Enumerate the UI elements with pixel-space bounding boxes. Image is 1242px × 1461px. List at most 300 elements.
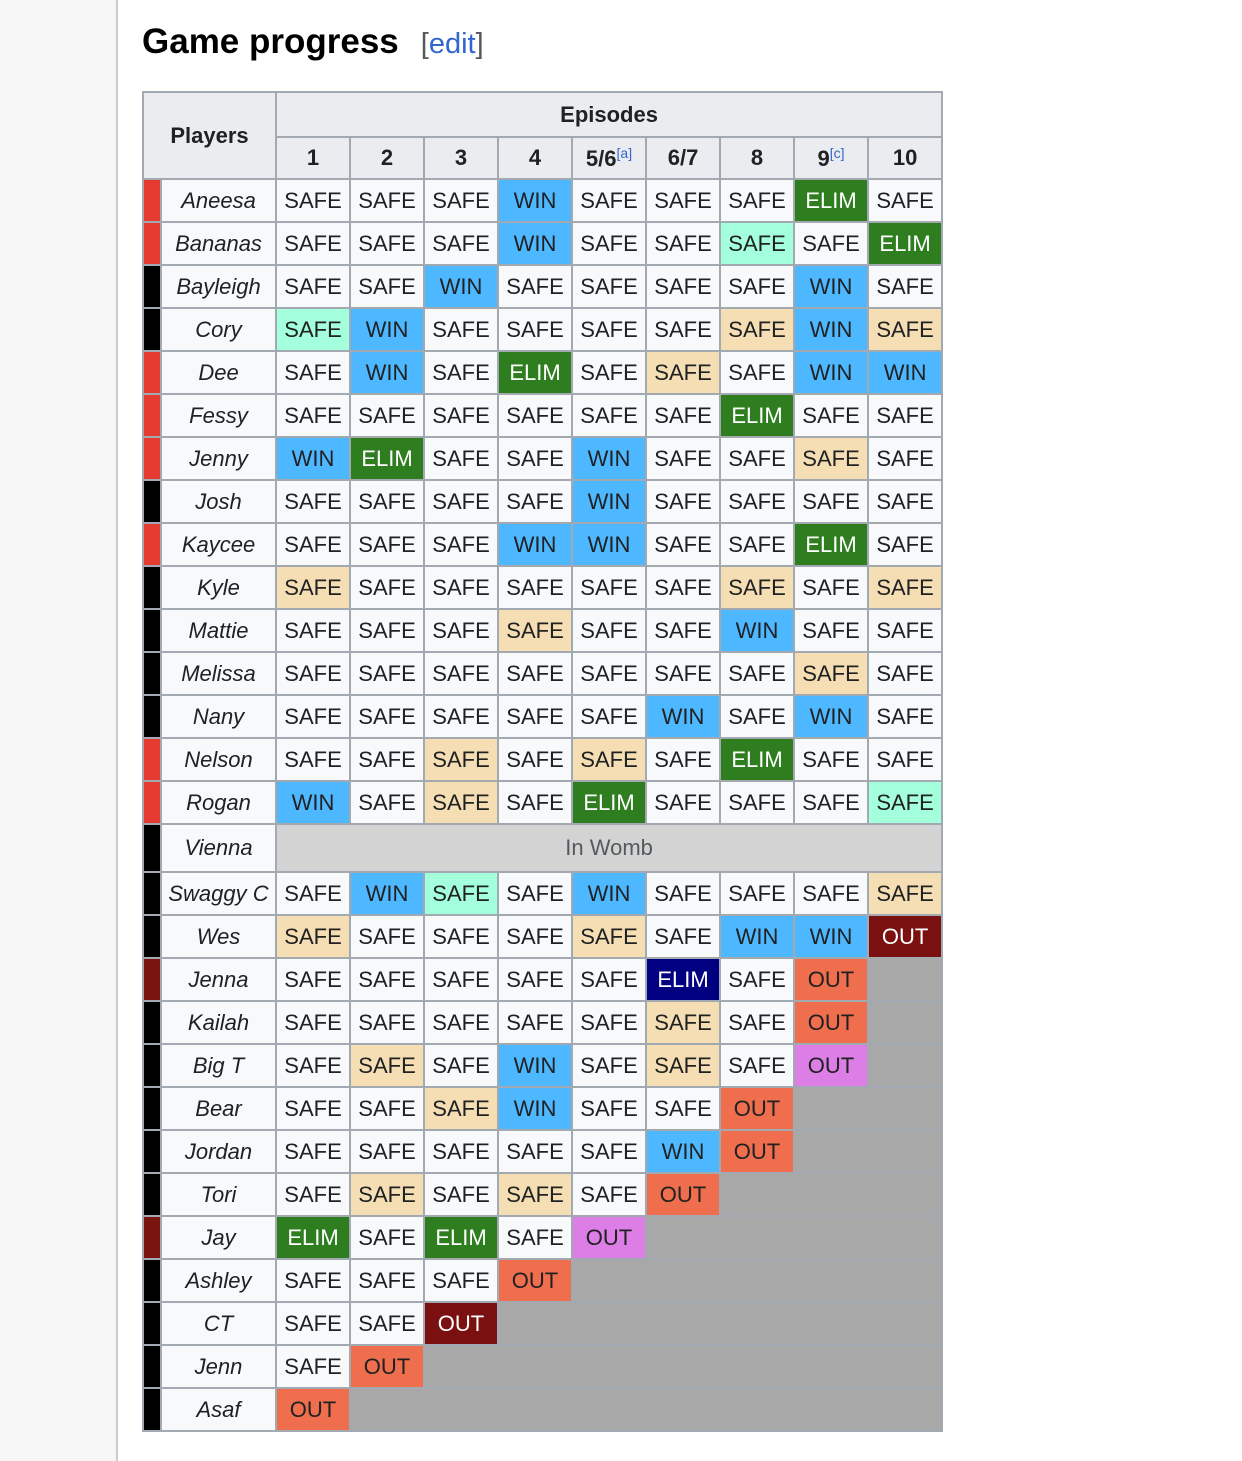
episode-result-cell: SAFE: [794, 566, 868, 609]
team-color-bar: [143, 1173, 161, 1216]
team-color-bar: [143, 1345, 161, 1388]
episode-result-cell: SAFE: [424, 1001, 498, 1044]
bracket-close: ]: [475, 28, 484, 60]
episode-result-cell: SAFE: [794, 652, 868, 695]
episode-result-cell: SAFE: [646, 480, 720, 523]
episode-header-2: [350, 137, 424, 179]
team-color-bar: [143, 652, 161, 695]
episode-result-cell: SAFE: [498, 1130, 572, 1173]
episode-result-cell: SAFE: [276, 872, 350, 915]
player-name: Tori: [161, 1173, 276, 1216]
episode-result-cell: SAFE: [572, 1087, 646, 1130]
episode-result-cell: SAFE: [424, 738, 498, 781]
team-color-bar: [143, 1259, 161, 1302]
episode-result-cell: SAFE: [868, 265, 942, 308]
episode-result-cell: SAFE: [350, 1130, 424, 1173]
eliminated-gray-cell: [868, 1044, 942, 1087]
episode-result-cell: ELIM: [794, 523, 868, 566]
left-sidebar-rail: [0, 0, 118, 1461]
episode-result-cell: SAFE: [276, 1044, 350, 1087]
episode-result-cell: SAFE: [868, 437, 942, 480]
episode-result-cell: WIN: [350, 872, 424, 915]
players-table-body: [143, 179, 942, 1431]
player-row: [143, 265, 942, 308]
episode-result-cell: WIN: [498, 1044, 572, 1087]
section-title: Game progress: [142, 22, 399, 61]
episode-result-cell: ELIM: [498, 351, 572, 394]
episode-result-cell: OUT: [720, 1130, 794, 1173]
episode-result-cell: SAFE: [424, 915, 498, 958]
episode-result-cell: SAFE: [572, 394, 646, 437]
episode-result-cell: SAFE: [572, 915, 646, 958]
episode-result-cell: SAFE: [350, 265, 424, 308]
episode-result-cell: SAFE: [424, 394, 498, 437]
episode-result-cell: SAFE: [350, 480, 424, 523]
episode-result-cell: SAFE: [498, 566, 572, 609]
episode-result-cell: SAFE: [276, 351, 350, 394]
player-row: [143, 958, 942, 1001]
episode-result-cell: SAFE: [646, 308, 720, 351]
episode-result-cell: SAFE: [350, 1001, 424, 1044]
player-row: [143, 308, 942, 351]
episode-result-cell: SAFE: [276, 222, 350, 265]
episode-result-cell: OUT: [350, 1345, 424, 1388]
episode-result-cell: ELIM: [276, 1216, 350, 1259]
episode-result-cell: SAFE: [720, 523, 794, 566]
episode-result-cell: WIN: [794, 265, 868, 308]
team-color-bar: [143, 1044, 161, 1087]
episode-result-cell: SAFE: [646, 872, 720, 915]
episode-result-cell: SAFE: [276, 480, 350, 523]
episode-result-cell: SAFE: [424, 781, 498, 824]
player-row: [143, 480, 942, 523]
episode-result-cell: SAFE: [646, 351, 720, 394]
episode-result-cell: SAFE: [350, 1259, 424, 1302]
episode-label: 1: [306, 145, 320, 170]
episode-result-cell: SAFE: [868, 695, 942, 738]
episode-result-cell: SAFE: [572, 609, 646, 652]
episode-result-cell: SAFE: [572, 179, 646, 222]
episode-result-cell: SAFE: [350, 1173, 424, 1216]
episode-result-cell: SAFE: [646, 738, 720, 781]
player-name: Aneesa: [161, 179, 276, 222]
episode-result-cell: ELIM: [424, 1216, 498, 1259]
team-color-bar: [143, 351, 161, 394]
footnote-link[interactable]: [c]: [829, 144, 845, 161]
team-color-bar: [143, 222, 161, 265]
episode-result-cell: OUT: [794, 958, 868, 1001]
player-name: Jenny: [161, 437, 276, 480]
episode-header-1: [276, 137, 350, 179]
episode-result-cell: SAFE: [868, 609, 942, 652]
episode-result-cell: SAFE: [720, 566, 794, 609]
episode-result-cell: OUT: [794, 1001, 868, 1044]
episode-header-9: [868, 137, 942, 179]
episode-result-cell: SAFE: [424, 480, 498, 523]
episode-result-cell: SAFE: [646, 781, 720, 824]
episode-result-cell: SAFE: [646, 394, 720, 437]
episode-result-cell: SAFE: [276, 695, 350, 738]
episode-result-cell: SAFE: [794, 394, 868, 437]
player-name: Asaf: [161, 1388, 276, 1431]
player-name: Jay: [161, 1216, 276, 1259]
episode-result-cell: SAFE: [868, 394, 942, 437]
player-name: CT: [161, 1302, 276, 1345]
episode-result-cell: SAFE: [498, 872, 572, 915]
episode-result-cell: SAFE: [868, 566, 942, 609]
episode-result-cell: WIN: [868, 351, 942, 394]
episode-result-cell: SAFE: [498, 1001, 572, 1044]
episode-result-cell: SAFE: [276, 1345, 350, 1388]
player-row: [143, 437, 942, 480]
episode-result-cell: SAFE: [646, 1001, 720, 1044]
episode-result-cell: SAFE: [720, 222, 794, 265]
player-name: Swaggy C: [161, 872, 276, 915]
player-name: Ashley: [161, 1259, 276, 1302]
team-color-bar: [143, 695, 161, 738]
episode-result-cell: SAFE: [720, 781, 794, 824]
section-heading: [142, 22, 742, 70]
episode-result-cell: WIN: [276, 437, 350, 480]
episode-result-cell: SAFE: [794, 480, 868, 523]
player-name: Kailah: [161, 1001, 276, 1044]
episode-result-cell: OUT: [498, 1259, 572, 1302]
team-color-bar: [143, 1087, 161, 1130]
player-name: Rogan: [161, 781, 276, 824]
episode-label: 10: [892, 145, 918, 170]
team-color-bar: [143, 308, 161, 351]
eliminated-gray-cell: [572, 1259, 942, 1302]
episode-result-cell: SAFE: [498, 308, 572, 351]
team-color-bar: [143, 523, 161, 566]
episode-result-cell: SAFE: [646, 222, 720, 265]
player-row: [143, 566, 942, 609]
episode-result-cell: SAFE: [720, 351, 794, 394]
eliminated-gray-cell: [794, 1130, 942, 1173]
episode-result-cell: SAFE: [350, 695, 424, 738]
episode-result-cell: SAFE: [794, 222, 868, 265]
episode-result-cell: OUT: [276, 1388, 350, 1431]
episode-result-cell: SAFE: [646, 437, 720, 480]
player-name: Mattie: [161, 609, 276, 652]
episode-result-cell: OUT: [646, 1173, 720, 1216]
episode-result-cell: SAFE: [498, 695, 572, 738]
episode-result-cell: SAFE: [868, 781, 942, 824]
team-color-bar: [143, 480, 161, 523]
episode-result-cell: WIN: [498, 1087, 572, 1130]
episode-result-cell: WIN: [646, 1130, 720, 1173]
episode-result-cell: SAFE: [572, 265, 646, 308]
player-name: Vienna: [161, 824, 276, 872]
episode-result-cell: SAFE: [572, 308, 646, 351]
player-row: [143, 738, 942, 781]
episode-result-cell: SAFE: [276, 915, 350, 958]
episode-result-cell: SAFE: [794, 781, 868, 824]
eliminated-gray-cell: [424, 1345, 942, 1388]
episode-result-cell: SAFE: [720, 1044, 794, 1087]
episode-result-cell: SAFE: [350, 179, 424, 222]
episode-result-cell: SAFE: [350, 781, 424, 824]
episode-result-cell: SAFE: [572, 1130, 646, 1173]
episode-result-cell: SAFE: [424, 652, 498, 695]
player-row: [143, 1302, 942, 1345]
episode-header-7: [720, 137, 794, 179]
team-color-bar: [143, 609, 161, 652]
episode-result-cell: SAFE: [572, 738, 646, 781]
episode-label: 3: [454, 145, 468, 170]
episode-result-cell: SAFE: [498, 738, 572, 781]
episode-label: 4: [528, 145, 542, 170]
team-color-bar: [143, 265, 161, 308]
team-color-bar: [143, 1302, 161, 1345]
episode-result-cell: SAFE: [572, 1173, 646, 1216]
episode-result-cell: WIN: [794, 695, 868, 738]
player-name: Fessy: [161, 394, 276, 437]
episode-result-cell: SAFE: [424, 308, 498, 351]
players-header: Players: [143, 92, 276, 179]
episode-result-cell: WIN: [794, 351, 868, 394]
episode-result-cell: SAFE: [350, 609, 424, 652]
episode-label: 9: [817, 145, 830, 171]
episode-result-cell: SAFE: [350, 1216, 424, 1259]
episode-header-5: [572, 137, 646, 179]
player-name: Kyle: [161, 566, 276, 609]
episode-result-cell: WIN: [498, 222, 572, 265]
episode-result-cell: SAFE: [720, 695, 794, 738]
team-color-bar: [143, 1001, 161, 1044]
player-name: Big T: [161, 1044, 276, 1087]
eliminated-gray-cell: [720, 1173, 942, 1216]
episode-result-cell: SAFE: [572, 1001, 646, 1044]
episode-result-cell: SAFE: [276, 652, 350, 695]
episode-result-cell: WIN: [350, 308, 424, 351]
team-color-bar: [143, 179, 161, 222]
team-color-bar: [143, 824, 161, 872]
episode-result-cell: SAFE: [424, 351, 498, 394]
episode-result-cell: SAFE: [276, 1130, 350, 1173]
episode-result-cell: SAFE: [720, 872, 794, 915]
episode-label: 2: [380, 145, 394, 170]
player-name: Nelson: [161, 738, 276, 781]
episode-result-cell: SAFE: [498, 915, 572, 958]
episode-result-cell: SAFE: [720, 958, 794, 1001]
episode-result-cell: SAFE: [868, 480, 942, 523]
player-row: [143, 523, 942, 566]
player-row: [143, 1345, 942, 1388]
episode-result-cell: SAFE: [276, 308, 350, 351]
episode-result-cell: SAFE: [498, 437, 572, 480]
episode-result-cell: SAFE: [424, 222, 498, 265]
episode-result-cell: ELIM: [572, 781, 646, 824]
episode-result-cell: SAFE: [424, 523, 498, 566]
player-row: [143, 609, 942, 652]
episode-result-cell: SAFE: [720, 308, 794, 351]
episode-result-cell: SAFE: [572, 351, 646, 394]
episode-result-cell: WIN: [572, 437, 646, 480]
episode-result-cell: ELIM: [794, 179, 868, 222]
episode-result-cell: SAFE: [424, 958, 498, 1001]
episode-header-6: [646, 137, 720, 179]
status-span-cell: In Womb: [276, 824, 942, 872]
episode-result-cell: SAFE: [498, 480, 572, 523]
episode-result-cell: SAFE: [646, 652, 720, 695]
episode-result-cell: SAFE: [350, 915, 424, 958]
episode-result-cell: SAFE: [498, 1216, 572, 1259]
eliminated-gray-cell: [794, 1087, 942, 1130]
episode-result-cell: WIN: [794, 915, 868, 958]
episode-result-cell: SAFE: [794, 609, 868, 652]
player-name: Melissa: [161, 652, 276, 695]
episode-result-cell: SAFE: [720, 652, 794, 695]
player-row: [143, 394, 942, 437]
episode-header-8: [794, 137, 868, 179]
player-row: [143, 222, 942, 265]
episode-result-cell: SAFE: [276, 179, 350, 222]
team-color-bar: [143, 1216, 161, 1259]
episode-result-cell: WIN: [646, 695, 720, 738]
player-row: [143, 1087, 942, 1130]
team-color-bar: [143, 566, 161, 609]
episode-result-cell: ELIM: [350, 437, 424, 480]
episode-result-cell: SAFE: [498, 1173, 572, 1216]
player-row: [143, 1173, 942, 1216]
episode-result-cell: SAFE: [350, 1044, 424, 1087]
episode-result-cell: SAFE: [276, 265, 350, 308]
episode-label: 8: [750, 145, 764, 170]
episode-result-cell: SAFE: [276, 394, 350, 437]
eliminated-gray-cell: [868, 958, 942, 1001]
player-row: [143, 1044, 942, 1087]
player-name: Kaycee: [161, 523, 276, 566]
episode-result-cell: OUT: [572, 1216, 646, 1259]
episode-result-cell: SAFE: [350, 652, 424, 695]
episode-result-cell: SAFE: [498, 958, 572, 1001]
episode-result-cell: SAFE: [350, 523, 424, 566]
episode-result-cell: ELIM: [868, 222, 942, 265]
player-row: [143, 652, 942, 695]
episode-result-cell: SAFE: [424, 566, 498, 609]
player-row: [143, 915, 942, 958]
player-row: [143, 824, 942, 872]
episode-result-cell: SAFE: [720, 437, 794, 480]
eliminated-gray-cell: [646, 1216, 942, 1259]
episode-result-cell: SAFE: [720, 265, 794, 308]
eliminated-gray-cell: [498, 1302, 942, 1345]
episode-result-cell: SAFE: [646, 179, 720, 222]
player-name: Bear: [161, 1087, 276, 1130]
episode-result-cell: SAFE: [646, 566, 720, 609]
team-color-bar: [143, 394, 161, 437]
episode-result-cell: WIN: [350, 351, 424, 394]
episode-result-cell: SAFE: [424, 1130, 498, 1173]
episode-result-cell: SAFE: [720, 1001, 794, 1044]
team-color-bar: [143, 872, 161, 915]
episode-result-cell: SAFE: [276, 1173, 350, 1216]
player-row: [143, 781, 942, 824]
episode-result-cell: SAFE: [424, 179, 498, 222]
edit-section: [421, 28, 484, 61]
episode-label: 5/6: [585, 145, 617, 171]
episode-result-cell: SAFE: [498, 652, 572, 695]
player-row: [143, 1388, 942, 1431]
player-name: Dee: [161, 351, 276, 394]
episode-result-cell: SAFE: [276, 609, 350, 652]
episode-result-cell: SAFE: [350, 1302, 424, 1345]
player-name: Nany: [161, 695, 276, 738]
bracket-open: [: [420, 28, 429, 60]
team-color-bar: [143, 1388, 161, 1431]
episode-result-cell: SAFE: [794, 738, 868, 781]
episode-result-cell: SAFE: [868, 738, 942, 781]
team-color-bar: [143, 781, 161, 824]
player-row: [143, 179, 942, 222]
episode-result-cell: SAFE: [424, 1087, 498, 1130]
episode-result-cell: SAFE: [868, 523, 942, 566]
episode-result-cell: WIN: [572, 872, 646, 915]
episode-result-cell: SAFE: [424, 872, 498, 915]
player-name: Josh: [161, 480, 276, 523]
player-row: [143, 351, 942, 394]
eliminated-gray-cell: [350, 1388, 942, 1431]
team-color-bar: [143, 738, 161, 781]
episode-result-cell: SAFE: [646, 1044, 720, 1087]
episode-result-cell: SAFE: [276, 1259, 350, 1302]
episode-result-cell: OUT: [868, 915, 942, 958]
episode-result-cell: SAFE: [572, 695, 646, 738]
episode-result-cell: WIN: [424, 265, 498, 308]
episode-result-cell: SAFE: [276, 958, 350, 1001]
player-row: [143, 1216, 942, 1259]
player-row: [143, 695, 942, 738]
episode-result-cell: SAFE: [498, 609, 572, 652]
episode-header-4: [498, 137, 572, 179]
player-row: [143, 1130, 942, 1173]
player-row: [143, 1001, 942, 1044]
episode-result-cell: SAFE: [350, 958, 424, 1001]
episode-result-cell: SAFE: [350, 222, 424, 265]
player-name: Jenn: [161, 1345, 276, 1388]
episode-result-cell: SAFE: [646, 915, 720, 958]
episode-result-cell: SAFE: [350, 394, 424, 437]
episode-result-cell: SAFE: [720, 480, 794, 523]
episode-result-cell: SAFE: [794, 437, 868, 480]
episode-result-cell: SAFE: [868, 179, 942, 222]
episode-result-cell: WIN: [572, 523, 646, 566]
episode-result-cell: WIN: [498, 523, 572, 566]
team-color-bar: [143, 1130, 161, 1173]
player-row: [143, 872, 942, 915]
episode-result-cell: SAFE: [350, 1087, 424, 1130]
episode-result-cell: WIN: [276, 781, 350, 824]
team-color-bar: [143, 915, 161, 958]
episode-result-cell: SAFE: [350, 566, 424, 609]
episode-result-cell: SAFE: [868, 652, 942, 695]
edit-link[interactable]: edit: [428, 28, 476, 60]
player-name: Wes: [161, 915, 276, 958]
episode-result-cell: SAFE: [424, 437, 498, 480]
episode-result-cell: SAFE: [498, 265, 572, 308]
episode-result-cell: SAFE: [276, 738, 350, 781]
player-name: Cory: [161, 308, 276, 351]
episode-result-cell: WIN: [720, 915, 794, 958]
episode-result-cell: SAFE: [276, 523, 350, 566]
footnote-link[interactable]: [a]: [616, 144, 633, 161]
episode-result-cell: OUT: [424, 1302, 498, 1345]
episode-result-cell: SAFE: [572, 652, 646, 695]
episode-result-cell: SAFE: [720, 179, 794, 222]
episode-result-cell: WIN: [720, 609, 794, 652]
episode-result-cell: SAFE: [646, 1087, 720, 1130]
